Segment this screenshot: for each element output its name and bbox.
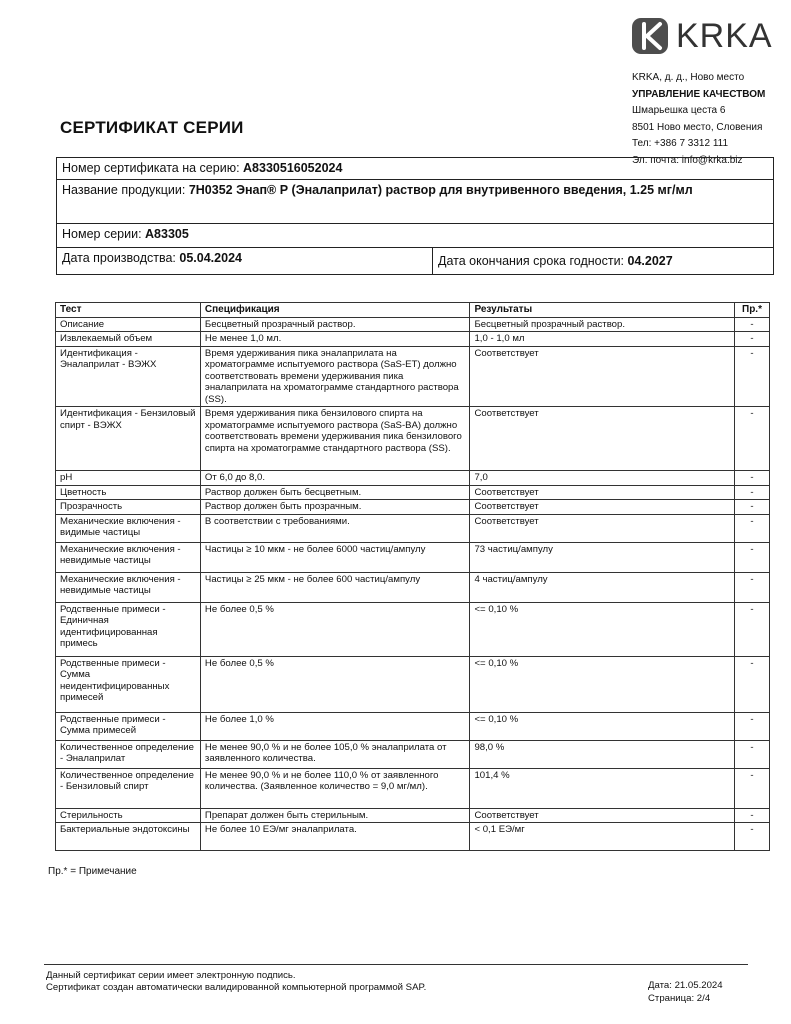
production-date-value: 05.04.2024 bbox=[179, 251, 242, 265]
cell-result: Соответствует bbox=[470, 514, 735, 542]
cell-result: <= 0,10 % bbox=[470, 656, 735, 712]
cell-note: - bbox=[734, 500, 769, 515]
cell-test: pH bbox=[56, 471, 201, 486]
table-row bbox=[56, 740, 770, 768]
footer-date: Дата: 21.05.2024 bbox=[648, 980, 723, 991]
cell-note: - bbox=[734, 768, 769, 808]
address-line: Шмарьешка цеста 6 bbox=[632, 105, 726, 116]
company-address bbox=[632, 70, 765, 169]
cell-note: - bbox=[734, 572, 769, 602]
footnote: Пр.* = Примечание bbox=[48, 866, 137, 877]
cell-note: - bbox=[734, 656, 769, 712]
cell-test: Идентификация - Бензиловый спирт - ВЭЖХ bbox=[56, 407, 201, 471]
cell-result: Соответствует bbox=[470, 808, 735, 823]
cert-number-label: Номер сертификата на серию: bbox=[62, 161, 240, 175]
cell-test: Родственные примеси - Сумма примесей bbox=[56, 712, 201, 740]
cell-specification: От 6,0 до 8,0. bbox=[200, 471, 470, 486]
cell-result: 98,0 % bbox=[470, 740, 735, 768]
expiry-date-label: Дата окончания срока годности: bbox=[438, 254, 625, 268]
cell-specification: Бесцветный прозрачный раствор. bbox=[200, 317, 470, 332]
table-row bbox=[56, 768, 770, 808]
address-line: KRKA, д. д., Ново место bbox=[632, 72, 745, 83]
cell-test: Количественное определение - Эналаприлат bbox=[56, 740, 201, 768]
footer-notes bbox=[46, 970, 426, 994]
cell-result: <= 0,10 % bbox=[470, 602, 735, 656]
cell-result: 1,0 - 1,0 мл bbox=[470, 332, 735, 347]
cell-result: 101,4 % bbox=[470, 768, 735, 808]
cell-specification: Раствор должен быть прозрачным. bbox=[200, 500, 470, 515]
product-name-label: Название продукции: bbox=[62, 183, 186, 197]
expiry-date-value: 04.2027 bbox=[627, 254, 673, 268]
cell-test: Описание bbox=[56, 317, 201, 332]
test-results-table bbox=[55, 302, 770, 851]
cell-note: - bbox=[734, 740, 769, 768]
cell-note: - bbox=[734, 542, 769, 572]
cell-result: <= 0,10 % bbox=[470, 712, 735, 740]
cell-test: Стерильность bbox=[56, 808, 201, 823]
table-row bbox=[56, 407, 770, 471]
page-title: СЕРТИФИКАТ СЕРИИ bbox=[60, 118, 244, 137]
table-row bbox=[56, 656, 770, 712]
table-row bbox=[56, 823, 770, 851]
footer-signature-note: Данный сертификат серии имеет электронную подпись. bbox=[46, 970, 296, 981]
cell-note: - bbox=[734, 317, 769, 332]
cell-note: - bbox=[734, 485, 769, 500]
table-row bbox=[56, 514, 770, 542]
cell-test: Идентификация - Эналаприлат - ВЭЖХ bbox=[56, 346, 201, 407]
cell-test: Количественное определение - Бензиловый спирт bbox=[56, 768, 201, 808]
batch-number-label: Номер серии: bbox=[62, 227, 142, 241]
production-date-label: Дата производства: bbox=[62, 251, 176, 265]
column-header-note: Пр.* bbox=[734, 303, 769, 318]
address-email: Эл. почта: info@krka.biz bbox=[632, 154, 743, 166]
cell-result: < 0,1 ЕЭ/мг bbox=[470, 823, 735, 851]
cell-test: Механические включения - невидимые частицы bbox=[56, 542, 201, 572]
product-name-row bbox=[57, 180, 773, 224]
cell-note: - bbox=[734, 808, 769, 823]
table-row bbox=[56, 346, 770, 407]
table-row bbox=[56, 602, 770, 656]
address-department: УПРАВЛЕНИЕ КАЧЕСТВОМ bbox=[632, 88, 766, 100]
cell-result: Соответствует bbox=[470, 407, 735, 471]
cell-note: - bbox=[734, 823, 769, 851]
cell-result: Бесцветный прозрачный раствор. bbox=[470, 317, 735, 332]
cert-number-row bbox=[57, 158, 773, 180]
production-date-cell bbox=[57, 248, 433, 274]
dates-row bbox=[57, 248, 773, 274]
cell-note: - bbox=[734, 346, 769, 407]
table-row bbox=[56, 471, 770, 486]
cell-specification: Препарат должен быть стерильным. bbox=[200, 808, 470, 823]
krka-logo-icon bbox=[630, 16, 670, 56]
cell-result: Соответствует bbox=[470, 500, 735, 515]
cell-specification: Частицы ≥ 10 мкм - не более 6000 частиц/ампулу bbox=[200, 542, 470, 572]
cell-note: - bbox=[734, 471, 769, 486]
footer-meta bbox=[648, 980, 723, 1005]
cell-specification: В соответствии с требованиями. bbox=[200, 514, 470, 542]
cell-specification: Не более 10 ЕЭ/мг эналаприлата. bbox=[200, 823, 470, 851]
cell-result: 7,0 bbox=[470, 471, 735, 486]
column-header-results: Результаты bbox=[470, 303, 735, 318]
cell-test: Механические включения - видимые частицы bbox=[56, 514, 201, 542]
cell-specification: Время удерживания пика эналаприлата на хроматограмме испытуемого раствора (SaS-ET) должно соответствовать времени удерживания пика эналаприлата на хроматограмме стандартного раствора (SS). bbox=[200, 346, 470, 407]
table-header-row bbox=[56, 303, 770, 318]
expiry-date-cell bbox=[433, 248, 773, 274]
cell-result: Соответствует bbox=[470, 346, 735, 407]
table-row bbox=[56, 317, 770, 332]
certificate-header bbox=[56, 157, 774, 275]
krka-logo bbox=[630, 16, 780, 56]
cell-note: - bbox=[734, 332, 769, 347]
cell-test: Цветность bbox=[56, 485, 201, 500]
cell-specification: Не более 1,0 % bbox=[200, 712, 470, 740]
table-row bbox=[56, 572, 770, 602]
cell-specification: Раствор должен быть бесцветным. bbox=[200, 485, 470, 500]
footer-divider bbox=[44, 964, 748, 965]
cell-specification: Не менее 90,0 % и не более 110,0 % от заявленного количества. (Заявленное количество = 9,0 мг/мл). bbox=[200, 768, 470, 808]
cell-note: - bbox=[734, 514, 769, 542]
cell-specification: Частицы ≥ 25 мкм - не более 600 частиц/ампулу bbox=[200, 572, 470, 602]
cell-test: Родственные примеси - Сумма неидентифицированных примесей bbox=[56, 656, 201, 712]
cell-note: - bbox=[734, 407, 769, 471]
cell-specification: Не менее 90,0 % и не более 105,0 % эналаприлата от заявленного количества. bbox=[200, 740, 470, 768]
cell-note: - bbox=[734, 602, 769, 656]
column-header-test: Тест bbox=[56, 303, 201, 318]
table-row bbox=[56, 808, 770, 823]
cell-test: Механические включения - невидимые частицы bbox=[56, 572, 201, 602]
cell-test: Прозрачность bbox=[56, 500, 201, 515]
cell-result: 73 частиц/ампулу bbox=[470, 542, 735, 572]
column-header-specification: Спецификация bbox=[200, 303, 470, 318]
cell-test: Родственные примеси - Единичная идентифицированная примесь bbox=[56, 602, 201, 656]
address-phone: Тел: +386 7 3312 111 bbox=[632, 138, 729, 149]
table-row bbox=[56, 332, 770, 347]
table-row bbox=[56, 712, 770, 740]
cell-specification: Не более 0,5 % bbox=[200, 656, 470, 712]
table-row bbox=[56, 542, 770, 572]
cert-number-value: A8330516052024 bbox=[243, 161, 343, 175]
footer-sap-note: Сертификат создан автоматически валидированной компьютерной программой SAP. bbox=[46, 982, 427, 993]
table-row bbox=[56, 500, 770, 515]
footer-page-number: Страница: 2/4 bbox=[648, 992, 711, 1004]
cell-result: Соответствует bbox=[470, 485, 735, 500]
cell-test: Извлекаемый объем bbox=[56, 332, 201, 347]
cell-specification: Время удерживания пика бензилового спирта на хроматограмме испытуемого раствора (SaS-BA) должно соответствовать времени удерживания пика бензилового спирта на хроматограмме стандартного раствора (SS). bbox=[200, 407, 470, 471]
table-row bbox=[56, 485, 770, 500]
cell-note: - bbox=[734, 712, 769, 740]
cell-test: Бактериальные эндотоксины bbox=[56, 823, 201, 851]
product-name-value: 7H0352 Энап® Р (Эналаприлат) раствор для внутривенного введения, 1.25 мг/мл bbox=[188, 183, 693, 197]
cell-specification: Не более 0,5 % bbox=[200, 602, 470, 656]
address-line: 8501 Ново место, Словения bbox=[632, 121, 763, 133]
krka-logo-text: KRKA bbox=[676, 17, 773, 55]
batch-number-row bbox=[57, 224, 773, 248]
cell-result: 4 частиц/ампулу bbox=[470, 572, 735, 602]
cell-specification: Не менее 1,0 мл. bbox=[200, 332, 470, 347]
batch-number-value: A83305 bbox=[145, 227, 189, 241]
